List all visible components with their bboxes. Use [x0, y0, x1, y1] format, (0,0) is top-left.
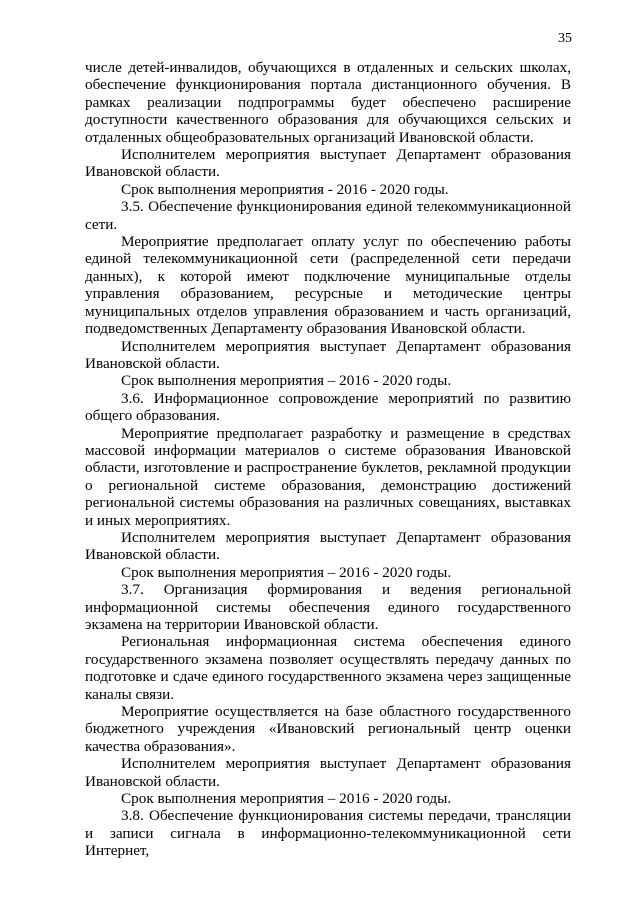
body-text — [85, 59, 571, 860]
paragraph: Срок выполнения мероприятия – 2016 - 2020 годы. — [121, 790, 452, 808]
paragraph: Исполнителем мероприятия выступает Департамент образования Ивановской области. — [85, 146, 571, 181]
paragraph: Срок выполнения мероприятия – 2016 - 2020 годы. — [121, 372, 452, 390]
paragraph: Исполнителем мероприятия выступает Департамент образования Ивановской области. — [85, 337, 571, 372]
paragraph: Мероприятие предполагает оплату услуг по обеспечению работы единой телекоммуникационной сети (распределенной сети передачи данных), к которой имеют подключение муниципальные отделы управления образованием, ресурсные и методические центры муниципальных отделов управления образованием и часть организаций, подведомственных Департаменту образования Ивановской области. — [85, 233, 571, 338]
paragraph: Срок выполнения мероприятия – 2016 - 2020 годы. — [121, 563, 452, 581]
paragraph: числе детей-инвалидов, обучающихся в отдаленных и сельских школах, обеспечение функционирования портала дистанционного обучения. В рамках реализации подпрограммы будет обеспечено расширение доступности качественного образования для обучающихся сельских и отдаленных общеобразовательных организаций Ивановской области. — [85, 59, 571, 146]
paragraph: Исполнителем мероприятия выступает Департамент образования Ивановской области. — [85, 528, 571, 564]
section-heading-3-5: 3.5. Обеспечение функционирования единой телекоммуникационной сети. — [85, 198, 571, 233]
section-heading-3-6: 3.6. Информационное сопровождение мероприятий по развитию общего образования. — [85, 389, 571, 425]
page-number: 35 — [558, 31, 572, 46]
paragraph: Мероприятие предполагает разработку и размещение в средствах массовой информации материалов о системе образования Ивановской области, изготовление и распространение буклетов, рекламной продукции о региональной системе образования, демонстрацию достижений региональной системы образования на различных совещаниях, выставках и иных мероприятиях. — [85, 424, 571, 529]
paragraph: Региональная информационная система обеспечения единого государственного экзамена позволяет осуществлять передачу данных по подготовке и сдаче единого государственного экзамена через защищенные каналы связи. — [85, 633, 571, 703]
paragraph: Срок выполнения мероприятия - 2016 - 2020 годы. — [121, 180, 449, 198]
section-heading-3-8: 3.8. Обеспечение функционирования системы передачи, трансляции и записи сигнала в информационно-телекоммуникационной сети Интернет, — [85, 807, 571, 860]
paragraph: Исполнителем мероприятия выступает Департамент образования Ивановской области. — [85, 755, 571, 790]
section-heading-3-7: 3.7. Организация формирования и ведения региональной информационной системы обеспечения единого государственного экзамена на территории Ивановской области. — [85, 581, 571, 633]
paragraph: Мероприятие осуществляется на базе областного государственного бюджетного учреждения «Ивановский региональный центр оценки качества образования». — [85, 703, 571, 755]
